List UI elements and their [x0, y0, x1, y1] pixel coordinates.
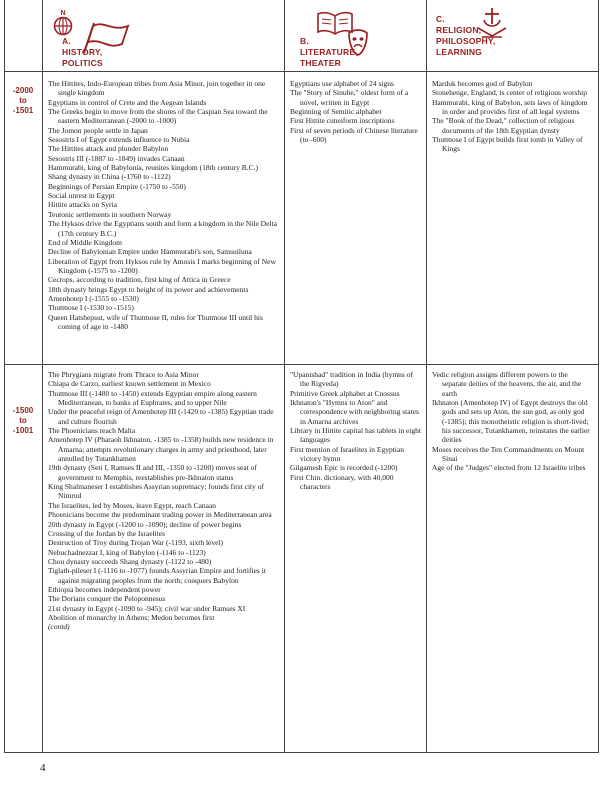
timeline-entry: The "Book of the Dead," collection of religious documents of the 18th Egyptian dynsty [432, 116, 575, 135]
timeline-entry: Ethiopia becomes independent power [48, 584, 161, 594]
timeline-entry: "Upanishad" tradition in India (hymns of the Rigveda) [290, 370, 413, 389]
timeline-entry: Moses receives the Ten Commandments on Mount Sinai [432, 444, 585, 464]
timeline-entry: Chiapa de Carzo, earliest known settlement in Mexico [48, 379, 211, 389]
history-column [48, 79, 279, 331]
timeline-entry: The Phoenicians reach Malta [48, 426, 136, 436]
religion-column [432, 370, 592, 473]
timeline-entry: King Shalmaneser I establishes Assyrian supremacy; founds first city of Nimrud [48, 482, 264, 501]
religion-column [432, 79, 592, 154]
header-title: RELIGION, [436, 25, 482, 35]
range-start: -2000 [12, 86, 34, 95]
timeline-entry: The Israelites, led by Moses, leave Egypt, reach Canaan [48, 500, 217, 510]
timeline-entry: Gilgamesh Epic is recorded (-1200) [290, 463, 398, 473]
timeline-entry: The "Story of Sinuhe," oldest form of a novel, written in Egypt [290, 88, 409, 107]
header-title: HISTORY, [62, 47, 103, 57]
timeline-entry: Queen Hatshepsut, wife of Thutmose II, rules for Thutmose III until his coming of age in -1480 [48, 312, 263, 331]
svg-text:N: N [60, 10, 66, 17]
timeline-entry: 19th dynasty (Seti I, Ramses II and III, -1350 to -1200) moves seat of government to Memphis, reestablishes pre-Ikhnaton status [48, 463, 257, 482]
timeline-entry: Amenhotep I (-1555 to -1530) [48, 293, 139, 303]
header-title: LITERATURE, [300, 47, 358, 57]
range-end: -1001 [12, 426, 34, 435]
timeline-entry: First Hittite cuneiform inscriptions [290, 116, 395, 126]
literature-column [290, 370, 421, 491]
timeline-entry: 21st dynasty in Egypt (-1090 to -945); civil war under Ramses XI [48, 603, 246, 613]
globe-icon [50, 8, 76, 36]
timeline-entry: Marduk becomes god of Babylon [432, 79, 533, 88]
column-divider [426, 0, 427, 752]
timeline-entry: 18th dynasty brings Egypt to height of its power and achievements [48, 284, 249, 294]
timeline-entry: The Phrygians migrate from Thrace to Asia Minor [48, 370, 199, 379]
header-history [62, 36, 103, 69]
timeline-entry: Abolition of monarchy in Athens; Medon becomes first [48, 612, 215, 622]
column-divider [284, 0, 285, 752]
timeline-entry: Crossing of the Jordan by the Israelites [48, 528, 166, 538]
timeline-entry: Hammurabi, king of Babylon, sets laws of kingdom in order and provides first of all legal systems [432, 97, 588, 117]
range-to: to [19, 96, 27, 105]
timeline-entry: Thutmose III (-1480 to -1450) extends Egyptian empire along eastern Mediterranean, to banks of Euphrates, and to upper Nile [48, 388, 257, 408]
timeline-entry: The Hittites, Indo-European tribes from Asia Minor, join together in one single kingdom [48, 79, 266, 98]
header-title: LEARNING [436, 47, 482, 57]
timeline-entry: Vedic religion assigns different powers to the separate deities of the heavens, the air, and the earth [432, 370, 582, 398]
section-divider [4, 364, 598, 365]
header-letter: B. [300, 36, 309, 46]
timeline-entry: Thutmose I of Egypt builds first tomb in Valley of Kings [432, 135, 583, 154]
date-range [8, 86, 38, 116]
continued-note: (contd) [48, 622, 70, 632]
column-divider [42, 0, 43, 752]
timeline-entry: Library in Hittite capital has tablets in eight languages [290, 426, 422, 445]
timeline-entry: 20th dynasty in Egypt (-1200 to -1090); decline of power begins [48, 519, 242, 529]
timeline-entry: End of Middle Kingdom [48, 237, 122, 247]
header-literature [300, 36, 358, 69]
timeline-entry: First mention of Israelites in Egyptian victory hymn [290, 444, 404, 464]
timeline-entry: Chou dynasty succeeds Shang dynasty (-1122 to -480) [48, 556, 212, 566]
timeline-entry: Destruction of Troy during Trojan War (-1193, sixth level) [48, 538, 224, 548]
timeline-entry: Ikhnaton (Amenhotep IV) of Egypt destroys the old gods and sets up Aton, the sun god, as only god (-1385); this monotheistic religion is short-lived; his successor, Tutankhamen, reinstates the earlier deities [432, 398, 590, 445]
timeline-entry: Sesostris I of Egypt extends influence to Nubia [48, 135, 190, 145]
timeline-entry: First of seven periods of Chinese literature (to -600) [290, 125, 418, 145]
timeline-entry: Primitive Greek alphabet at Cnossus [290, 388, 400, 398]
timeline-entry: The Hittites attack and plunder Babylon [48, 144, 169, 154]
literature-column [290, 79, 421, 144]
history-column [48, 370, 279, 632]
header-religion [436, 14, 495, 58]
header-letter: C. [436, 14, 445, 24]
timeline-entry: Ikhnaton's "Hymns to Aton" and correspondence with neighboring states in Amarna archives [290, 398, 419, 426]
timeline-entry: Egyptians use alphabet of 24 signs [290, 79, 394, 88]
timeline-entry: Hittite attacks on Syria [48, 200, 117, 210]
timeline-entry: Thutmose I (-1530 to -1515) [48, 303, 134, 313]
range-start: -1500 [12, 406, 34, 415]
timeline-entry: The Hyksos drive the Egyptians south and form a kingdom in the Nile Delta (17th century B.C.) [48, 219, 277, 238]
timeline-entry: Social unrest in Egypt [48, 191, 115, 201]
timeline-entry: Cecrops, according to tradition, first king of Attica in Greece [48, 275, 231, 285]
timeline-entry: Amenhotep IV (Pharaoh Ikhnaton, -1385 to -1358) builds new residence in Amarna; attempts revolutionary charges in army and priesthood, later annulled by Tutankhamen [48, 435, 274, 464]
header-letter: A. [62, 36, 71, 46]
timeline-entry: The Dorians conquer the Peloponnesus [48, 594, 166, 604]
timeline-entry: Nebuchadnezzar I, king of Babylon (-1146 to -1123) [48, 547, 206, 557]
timeline-entry: Liberation of Egypt from Hyksos rule by Amosis I marks beginning of New Kingdom (-1575 to -1200) [48, 256, 276, 275]
timeline-entry: Stonehenge, England, is center of religious worship [432, 88, 587, 98]
header-title: THEATER [300, 58, 341, 68]
timeline-entry: Decline of Babylonian Empire under Hammurabi's son, Samsuiluna [48, 247, 252, 257]
timeline-entry: The Greeks begin to move from the shores of the Caspian Sea toward the eastern Mediterranean (-2000 to -1000) [48, 107, 268, 126]
page-number: 4 [40, 762, 46, 774]
timeline-entry: Beginnings of Persian Empire (-1750 to -550) [48, 181, 186, 191]
range-to: to [19, 416, 27, 425]
timeline-entry: Beginning of Semitic alphabet [290, 107, 382, 117]
header-title: POLITICS [62, 58, 103, 68]
timeline-entry: The Jomon people settle in Japan [48, 125, 148, 135]
timeline-entry: Teutonic settlements in southern Norway [48, 209, 172, 219]
timeline-entry: Phoenicians become the predominant trading power in Mediterranean area [48, 510, 272, 520]
timeline-entry: Hammurabi, king of Babylonia, reunites kingdom (18th century B.C.) [48, 163, 258, 173]
timeline-entry: First Chin. dictionary, with 40,000 characters [290, 472, 394, 492]
timeline-entry: Shang dynasty in China (-1760 to -1122) [48, 172, 171, 182]
timeline-entry: Age of the "Judges" elected from 12 Israelite tribes [432, 463, 586, 473]
timeline-entry: Under the peaceful reign of Amenhotep III (-1420 to -1385) Egyptian trade and culture flourish [48, 407, 274, 426]
timeline-entry: Egyptians in control of Crete and the Aegean Islands [48, 97, 207, 107]
timeline-entry: Sesostris III (-1887 to -1849) invades Canaan [48, 153, 185, 163]
range-end: -1501 [12, 106, 34, 115]
header-title: PHILOSOPHY, [436, 36, 496, 46]
date-range [8, 406, 38, 436]
timeline-entry: Tiglath-pileser I (-1116 to -1077) founds Assyrian Empire and fortifies it against migrating peoples from the north; conquers Babylon [48, 566, 266, 585]
header-divider [4, 71, 598, 72]
